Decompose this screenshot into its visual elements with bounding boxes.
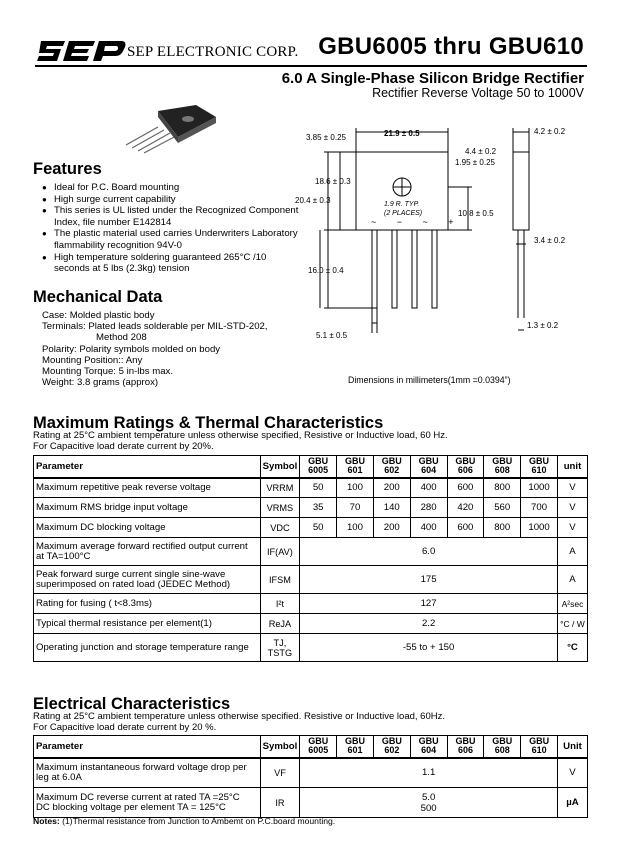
mech-method: Method 208 [96, 332, 147, 344]
electrical-note-line1: Rating at 25°C ambient temperature unless otherwise specified. Resistive or Inductive load, 60Hz. [33, 711, 445, 722]
product-subtitle: 6.0 A Single-Phase Silicon Bridge Rectifier [281, 70, 584, 87]
dim-3-4: 3.4 ± 0.2 [534, 236, 566, 245]
electrical-table [33, 735, 588, 818]
col-header-gbu602: GBU 602 [373, 736, 410, 758]
ratings-note-line2: For Capacitive load derate current by 20%. [33, 440, 214, 452]
col-header-gbu602: GBU 602 [373, 456, 410, 478]
table-row: Operating junction and storage temperature range TJ, TSTG -55 to + 150 °C [34, 634, 588, 662]
voltage-subtitle: Rectifier Reverse Voltage 50 to 1000V [372, 86, 584, 100]
feature-item: ● High surge current capability [42, 194, 302, 206]
col-header-gbu606: GBU 606 [447, 736, 484, 758]
footnote [33, 816, 335, 826]
table-row: Maximum DC reverse current at rated TA =25°C DC blocking voltage per element TA = 125°C IR 5.0 500 µA [34, 788, 588, 818]
col-header-unit: Unit [557, 736, 587, 758]
dim-4-2: 4.2 ± 0.2 [534, 127, 566, 136]
ratings-heading: Maximum Ratings & Thermal Characteristics [33, 414, 384, 432]
col-header-symbol: Symbol [260, 456, 300, 478]
mechanical-data [42, 310, 268, 388]
dim-radius: 1.9 R. TYP. [384, 201, 420, 208]
col-header-gbu610: GBU 610 [521, 456, 558, 478]
mech-mounting-torque: Mounting Torque: 5 in-lbs max. [42, 366, 174, 378]
table-row: Maximum instantaneous forward voltage drop per leg at 6.0A VF 1.1 V [34, 758, 588, 788]
table-row: Maximum average forward rectified output current at TA=100°C IF(AV) 6.0 A [34, 538, 588, 566]
dim-3-85: 3.85 ± 0.25 [306, 133, 346, 142]
company-logo [37, 37, 125, 65]
dim-1-3: 1.3 ± 0.2 [527, 321, 559, 330]
ratings-table [33, 455, 588, 662]
col-header-gbu608: GBU 608 [484, 456, 521, 478]
table-row: Maximum RMS bridge input voltage VRMS 35 70 140 280 420 560 700 V [34, 498, 588, 518]
table-row: Rating for fusing ( t<8.3ms) I²t 127 A²sec [34, 594, 588, 614]
col-header-gbu601: GBU 601 [337, 736, 374, 758]
dim-10-8: 10.8 ± 0.5 [458, 209, 494, 218]
dim-20-4: 20.4 ± 0.3 [295, 196, 331, 205]
feature-item: ● This series is UL listed under the Recognized Component Index, file number E142814 [42, 205, 302, 228]
header-rule [35, 65, 587, 67]
mech-weight: Weight: 3.8 grams (approx) [42, 377, 159, 389]
dim-5-1: 5.1 ± 0.5 [316, 331, 348, 340]
dim-21-9: 21.9 ± 0.5 [384, 129, 420, 138]
table-row: Peak forward surge current single sine-wave superimposed on rated load (JEDEC Method) IFSM 175 A [34, 566, 588, 594]
table-row: Maximum DC blocking voltage VDC 50 100 200 400 600 800 1000 V [34, 518, 588, 538]
features-list [42, 182, 302, 275]
col-header-gbu601: GBU 601 [337, 456, 374, 478]
mech-case: Case: Molded plastic body [42, 310, 155, 321]
electrical-note [33, 712, 445, 733]
footnote-label: Notes: [33, 816, 60, 826]
feature-item: ● Ideal for P.C. Board mounting [42, 182, 302, 194]
mech-terminals: Terminals: Plated leads solderable per MIL-STD-202, [42, 321, 268, 333]
pin-markings: ~ − ~ + [371, 217, 463, 227]
feature-item: ● The plastic material used carries Underwriters Laboratory flammability recognition 94V-0 [42, 228, 302, 251]
dim-4-4: 4.4 ± 0.2 [465, 147, 497, 156]
dimensions-note: Dimensions in millimeters(1mm =0.0394”) [348, 375, 511, 385]
dim-1-95: 1.95 ± 0.25 [455, 158, 495, 167]
col-header-gbu604: GBU 604 [410, 456, 447, 478]
col-header-gbu606: GBU 606 [447, 456, 484, 478]
table-row: Maximum repetitive peak reverse voltage VRRM 50 100 200 400 600 800 1000 V [34, 478, 588, 498]
col-header-gbu6005: GBU 6005 [300, 736, 337, 758]
col-header-unit: unit [557, 456, 587, 478]
col-header-gbu604: GBU 604 [410, 736, 447, 758]
col-header-gbu608: GBU 608 [484, 736, 521, 758]
electrical-note-line2: For Capacitive load derate current by 20 %. [33, 721, 217, 733]
ratings-note-line1: Rating at 25°C ambient temperature unless otherwise specified, Resistive or Inductive load, 60 Hz. [33, 430, 448, 441]
table-row: Typical thermal resistance per element(1) ReJA 2.2 °C / W [34, 614, 588, 634]
electrical-heading: Electrical Characteristics [33, 695, 231, 713]
dim-16-0: 16.0 ± 0.4 [308, 266, 344, 275]
col-header-gbu610: GBU 610 [521, 736, 558, 758]
company-name: SEP ELECTRONIC CORP. [127, 44, 299, 60]
footnote-text: (1)Thermal resistance from Junction to Ambemt on P.C.board mounting. [62, 816, 336, 826]
mech-mounting-position: Mounting Position:: Any [42, 354, 143, 366]
col-header-gbu6005: GBU 6005 [300, 456, 337, 478]
feature-item: ● High temperature soldering guaranteed 265°C /10 seconds at 5 lbs (2.3kg) tension [42, 252, 302, 275]
col-header-symbol: Symbol [260, 736, 300, 758]
mechanical-heading: Mechanical Data [33, 288, 163, 306]
col-header-parameter: Parameter [34, 456, 261, 478]
package-dimension-drawing [295, 118, 590, 373]
part-range-title: GBU6005 thru GBU610 [318, 33, 584, 60]
dim-18-6: 18.6 ± 0.3 [315, 177, 351, 186]
ratings-note [33, 431, 448, 452]
product-photo [118, 103, 218, 153]
mech-polarity: Polarity: Polarity symbols molded on body [42, 343, 221, 355]
dim-radius-count: (2 PLACES) [384, 210, 423, 217]
features-heading: Features [33, 160, 102, 178]
col-header-parameter: Parameter [34, 736, 261, 758]
